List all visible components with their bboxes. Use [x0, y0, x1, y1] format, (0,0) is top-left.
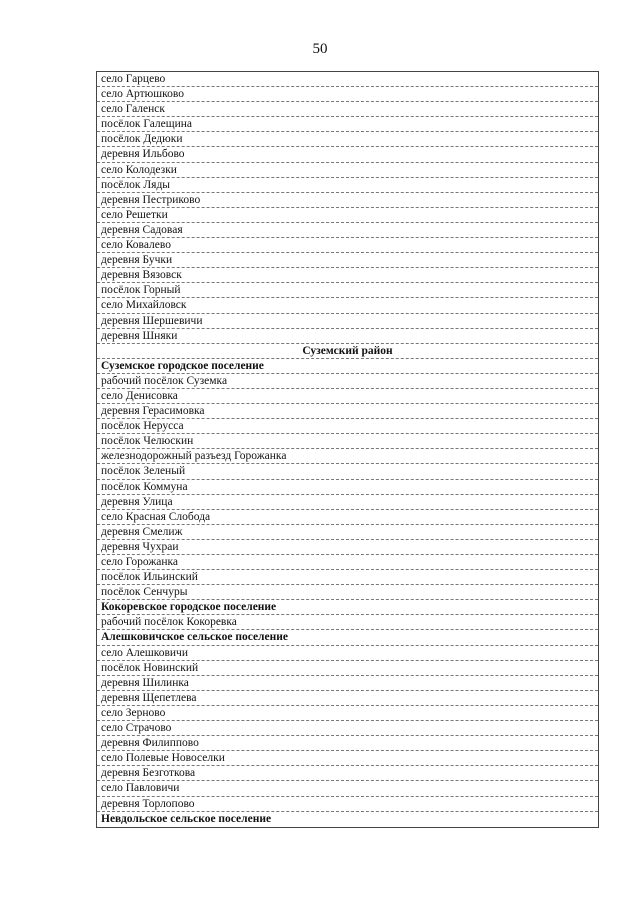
- table-row: посёлок Нерусса: [97, 419, 598, 434]
- table-row: деревня Щепетлева: [97, 691, 598, 706]
- table-row: село Денисовка: [97, 389, 598, 404]
- table-row: село Алешковичи: [97, 646, 598, 661]
- table-row: деревня Смелиж: [97, 525, 598, 540]
- table-row: деревня Чухраи: [97, 540, 598, 555]
- table-row: деревня Шилинка: [97, 676, 598, 691]
- table-row: село Михайловск: [97, 298, 598, 313]
- table-row: посёлок Ляды: [97, 178, 598, 193]
- table-row: село Павловичи: [97, 781, 598, 796]
- table-row: деревня Садовая: [97, 223, 598, 238]
- table-row: посёлок Горный: [97, 283, 598, 298]
- table-row: деревня Пестриково: [97, 193, 598, 208]
- table-row: посёлок Ильинский: [97, 570, 598, 585]
- table-row: посёлок Сенчуры: [97, 585, 598, 600]
- table-row: село Горожанка: [97, 555, 598, 570]
- table-row: село Зерново: [97, 706, 598, 721]
- settlement-header: Суземское городское поселение: [97, 359, 598, 374]
- table-row: деревня Шершевичи: [97, 314, 598, 329]
- table-row: деревня Улица: [97, 495, 598, 510]
- table-row: село Гарцево: [97, 72, 598, 87]
- settlement-header: Невдольское сельское поселение: [101, 812, 272, 825]
- table-row: посёлок Зеленый: [97, 464, 598, 479]
- table-row: деревня Ильбово: [97, 147, 598, 162]
- table-row: деревня Торлопово: [97, 797, 598, 812]
- table-row: посёлок Галещина: [97, 117, 598, 132]
- table-row: рабочий посёлок Суземка: [97, 374, 598, 389]
- table-row: село Страчово: [97, 721, 598, 736]
- table-row: деревня Вязовск: [97, 268, 598, 283]
- settlement-header: Кокоревское городское поселение: [97, 600, 598, 615]
- table-row: деревня Шняки: [97, 329, 598, 344]
- table-row: деревня Филиппово: [97, 736, 598, 751]
- settlements-table: [96, 71, 599, 828]
- table-row: село Артюшково: [97, 87, 598, 102]
- table-row: посёлок Челюскин: [97, 434, 598, 449]
- table-row: посёлок Коммуна: [97, 480, 598, 495]
- table-row: село Ковалево: [97, 238, 598, 253]
- district-header: Суземский район: [97, 344, 598, 359]
- table-row: село Полевые Новоселки: [97, 751, 598, 766]
- table-row: деревня Безготкова: [97, 766, 598, 781]
- table-row: деревня Герасимовка: [97, 404, 598, 419]
- table-row: посёлок Новинский: [97, 661, 598, 676]
- table-row: село Красная Слобода: [97, 510, 598, 525]
- table-row: село Решетки: [97, 208, 598, 223]
- table-row: посёлок Дедюки: [97, 132, 598, 147]
- table-row: железнодорожный разъезд Горожанка: [97, 449, 598, 464]
- table-row: рабочий посёлок Кокоревка: [97, 615, 598, 630]
- table-row: село Колодезки: [97, 163, 598, 178]
- settlement-header: Алешковичское сельское поселение: [97, 630, 598, 645]
- page-number: 50: [312, 41, 328, 57]
- table-row: деревня Бучки: [97, 253, 598, 268]
- table-row: село Галенск: [97, 102, 598, 117]
